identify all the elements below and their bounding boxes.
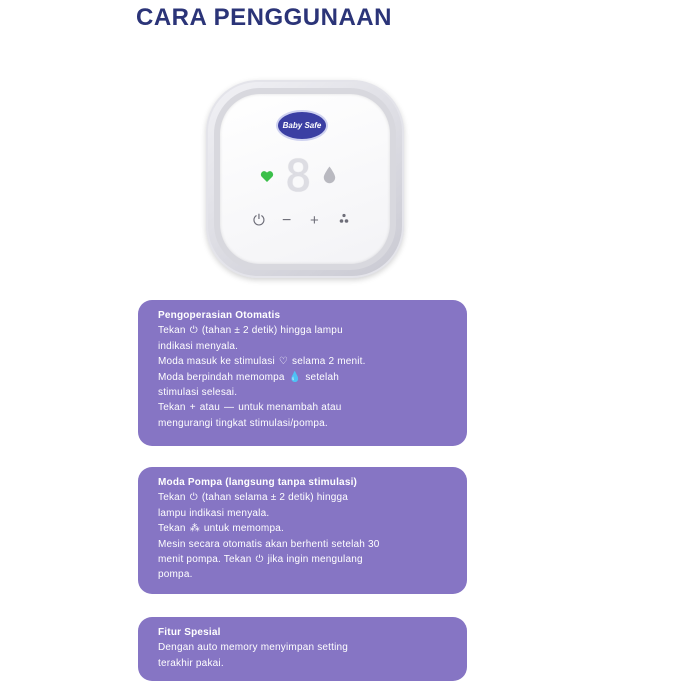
card-line: lampu indikasi menyala. [158,507,270,519]
drop-icon: 💧 [288,371,302,383]
card-line: Dengan auto memory menyimpan setting [158,642,349,654]
card-line: pompa. [158,569,193,581]
card-line: menit pompa. Tekan ⏻ jika ingin mengulang [158,552,449,567]
card-line: Tekan + atau — untuk menambah atau [158,400,449,415]
pump-icon [339,213,349,225]
pump-icon: ⁂ [189,523,200,535]
page-title: CARA PENGGUNAAN [136,4,392,31]
minus-icon: — [224,402,235,414]
heart-icon [260,170,274,183]
card-line: mengurangi tingkat stimulasi/pompa. [158,417,328,429]
card-line: Tekan ⏻ (tahan selama ± 2 detik) hingga [158,490,449,505]
card-title: Fitur Spesial [158,627,221,638]
card-line: Mesin secara otomatis akan berhenti setelah 30 [158,538,380,550]
power-button[interactable]: ⏻ [253,212,265,229]
plus-icon: + [189,402,196,414]
level-display: 8 [285,151,312,202]
card-title: Pengoperasian Otomatis [158,310,281,321]
brand-logo: Baby Safe [276,110,328,141]
card-auto-operation [138,300,467,446]
drop-icon [323,166,336,184]
card-line: Moda masuk ke stimulasi ♡ selama 2 menit. [158,354,449,369]
card-special-feature [138,617,467,681]
heart-icon: ♡ [278,356,289,368]
card-line: stimulasi selesai. [158,387,238,399]
power-icon: ⏻ [189,325,198,337]
card-pump-mode [138,467,467,594]
minus-button[interactable]: − [282,212,292,229]
card-line: Moda berpindah memompa 💧 setelah [158,370,449,385]
card-line: terakhir pakai. [158,657,224,669]
card-line: Tekan ⏻ (tahan ± 2 detik) hingga lampu [158,323,449,338]
power-icon: ⏻ [255,554,264,566]
pump-mode-button[interactable] [339,213,349,228]
power-icon: ⏻ [189,492,198,504]
card-line: indikasi menyala. [158,340,239,352]
plus-button[interactable]: + [310,212,319,229]
card-title: Moda Pompa (langsung tanpa stimulasi) [158,477,358,488]
card-line: Tekan ⁂ untuk memompa. [158,521,449,536]
